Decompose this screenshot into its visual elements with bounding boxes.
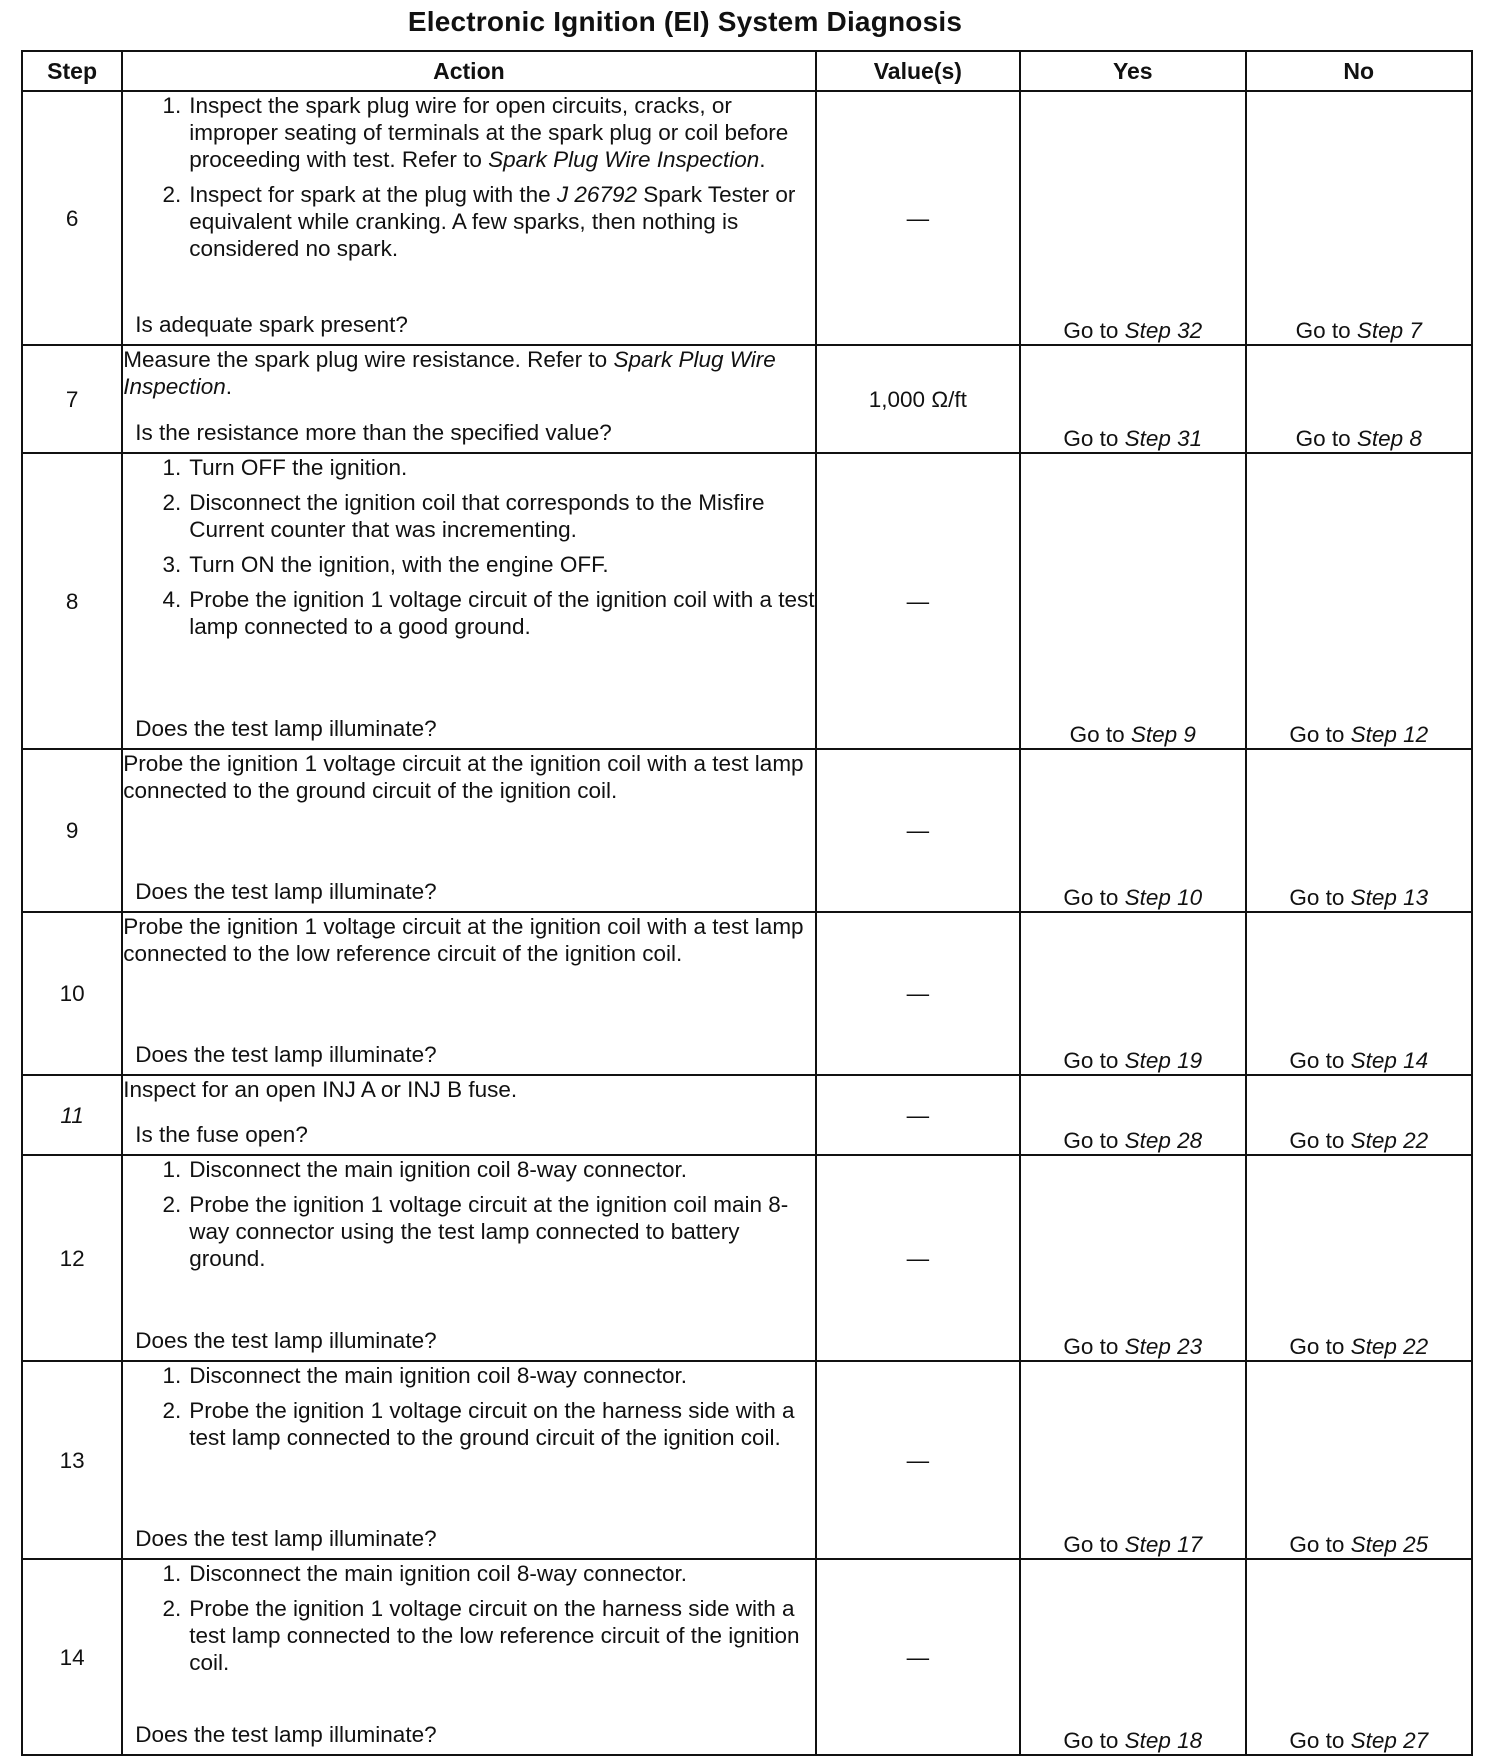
yes-cell: Go to Step 17 [1020,1361,1245,1559]
action-step-text: Inspect for spark at the plug with the J 26792 Spark Tester or equivalent while cranking. A few sparks, then nothing is considered no spark. [189,182,796,261]
page-title: Electronic Ignition (EI) System Diagnosis [407,6,963,37]
no-cell: Go to Step 27 [1246,1559,1473,1755]
table-row [22,1155,1472,1361]
action-steps [123,1362,814,1451]
no-cell: Go to Step 22 [1246,1155,1473,1361]
action-cell [122,91,815,345]
action-step-text: Probe the ignition 1 voltage circuit on the harness side with a test lamp connected to the low reference circuit of the ignition coil. [189,1596,800,1675]
value-cell: — [816,1559,1020,1755]
action-step [123,1595,814,1676]
question-text: Does the test lamp illuminate? [135,1526,437,1551]
value-cell: — [816,1361,1020,1559]
question-text: Is adequate spark present? [135,312,408,337]
action-steps [123,92,814,262]
action-step-text: Disconnect the ignition coil that corresponds to the Misfire Current counter that was incrementing. [189,490,765,542]
action-step-number: 4. [162,587,182,612]
action-text: Probe the ignition 1 voltage circuit at the ignition coil with a test lamp connected to the low reference circuit of the ignition coil. [123,914,804,966]
action-step-number: 3. [162,552,182,577]
action-step-text: Probe the ignition 1 voltage circuit at the ignition coil main 8-way connector using the test lamp connected to battery ground. [189,1192,789,1271]
no-cell: Go to Step 12 [1246,453,1473,749]
table-row [22,345,1472,453]
yes-cell: Go to Step 9 [1020,453,1245,749]
question-text: Does the test lamp illuminate? [135,1328,437,1353]
yes-cell: Go to Step 10 [1020,749,1245,912]
action-step-text: Probe the ignition 1 voltage circuit of the ignition coil with a test lamp connected to a good ground. [189,587,815,639]
action-step-text: Disconnect the main ignition coil 8-way connector. [189,1363,687,1388]
action-text: Measure the spark plug wire resistance. Refer to Spark Plug Wire Inspection. [123,347,776,399]
value-cell: — [816,1155,1020,1361]
value-cell: — [816,1075,1020,1155]
value-cell: 1,000 Ω/ft [816,345,1020,453]
action-step [123,586,814,640]
table-row [22,1361,1472,1559]
header-values: Value(s) [816,51,1020,91]
action-step-number: 1. [162,1561,182,1586]
action-step-number: 2. [162,1398,182,1423]
action-step-text: Disconnect the main ignition coil 8-way connector. [189,1561,687,1586]
action-step [123,1560,814,1587]
action-cell [122,1361,815,1559]
table-row [22,453,1472,749]
value-cell: — [816,453,1020,749]
question-text: Does the test lamp illuminate? [135,879,437,904]
action-cell [122,453,815,749]
action-text: Probe the ignition 1 voltage circuit at the ignition coil with a test lamp connected to the ground circuit of the ignition coil. [123,751,804,803]
header-yes: Yes [1020,51,1245,91]
action-cell [122,1075,815,1155]
action-step-number: 1. [162,1157,182,1182]
table-row [22,1075,1472,1155]
action-step-text: Turn ON the ignition, with the engine OFF. [189,552,609,577]
action-step-text: Disconnect the main ignition coil 8-way connector. [189,1157,687,1182]
question-text: Does the test lamp illuminate? [135,716,437,741]
action-cell [122,1559,815,1755]
action-step [123,1156,814,1183]
step-number: 7 [22,345,122,453]
action-steps [123,454,814,640]
action-step [123,92,814,173]
header-row [22,51,1472,91]
step-number: 9 [22,749,122,912]
question-text: Is the fuse open? [135,1122,308,1147]
table-row [22,749,1472,912]
yes-cell: Go to Step 23 [1020,1155,1245,1361]
action-step-number: 2. [162,182,182,207]
action-step [123,1362,814,1389]
yes-cell: Go to Step 18 [1020,1559,1245,1755]
action-steps [123,1560,814,1676]
step-number: 14 [22,1559,122,1755]
value-cell: — [816,912,1020,1075]
header-action: Action [122,51,815,91]
action-step-number: 2. [162,1596,182,1621]
table-row [22,91,1472,345]
step-number: 12 [22,1155,122,1361]
value-cell: — [816,91,1020,345]
action-step-text: Probe the ignition 1 voltage circuit on the harness side with a test lamp connected to the ground circuit of the ignition coil. [189,1398,795,1450]
no-cell: Go to Step 25 [1246,1361,1473,1559]
action-step-number: 2. [162,490,182,515]
step-number: 13 [22,1361,122,1559]
action-step [123,454,814,481]
question-text: Is the resistance more than the specified value? [135,420,612,445]
header-step: Step [22,51,122,91]
yes-cell: Go to Step 32 [1020,91,1245,345]
no-cell: Go to Step 7 [1246,91,1473,345]
action-step-number: 2. [162,1192,182,1217]
question-text: Does the test lamp illuminate? [135,1042,437,1067]
no-cell: Go to Step 13 [1246,749,1473,912]
action-step [123,551,814,578]
step-number: 10 [22,912,122,1075]
step-number: 8 [22,453,122,749]
header-no: No [1246,51,1473,91]
diagnosis-table [21,50,1473,1756]
table-row [22,912,1472,1075]
action-step [123,1397,814,1451]
action-step-number: 1. [162,93,182,118]
action-step [123,489,814,543]
action-cell [122,749,815,912]
action-step-text: Inspect the spark plug wire for open circuits, cracks, or improper seating of terminals at the spark plug or coil before proceeding with test. Refer to Spark Plug Wire Inspection. [189,93,789,172]
action-step [123,181,814,262]
step-number: 6 [22,91,122,345]
action-cell [122,912,815,1075]
value-cell: — [816,749,1020,912]
yes-cell: Go to Step 19 [1020,912,1245,1075]
action-step-text: Turn OFF the ignition. [189,455,408,480]
yes-cell: Go to Step 28 [1020,1075,1245,1155]
action-cell [122,345,815,453]
action-step [123,1191,814,1272]
no-cell: Go to Step 8 [1246,345,1473,453]
no-cell: Go to Step 22 [1246,1075,1473,1155]
action-steps [123,1156,814,1272]
question-text: Does the test lamp illuminate? [135,1722,437,1747]
action-step-number: 1. [162,455,182,480]
action-text: Inspect for an open INJ A or INJ B fuse. [123,1077,518,1102]
no-cell: Go to Step 14 [1246,912,1473,1075]
action-cell [122,1155,815,1361]
action-step-number: 1. [162,1363,182,1388]
table-row [22,1559,1472,1755]
step-number: 11 [22,1075,122,1155]
yes-cell: Go to Step 31 [1020,345,1245,453]
